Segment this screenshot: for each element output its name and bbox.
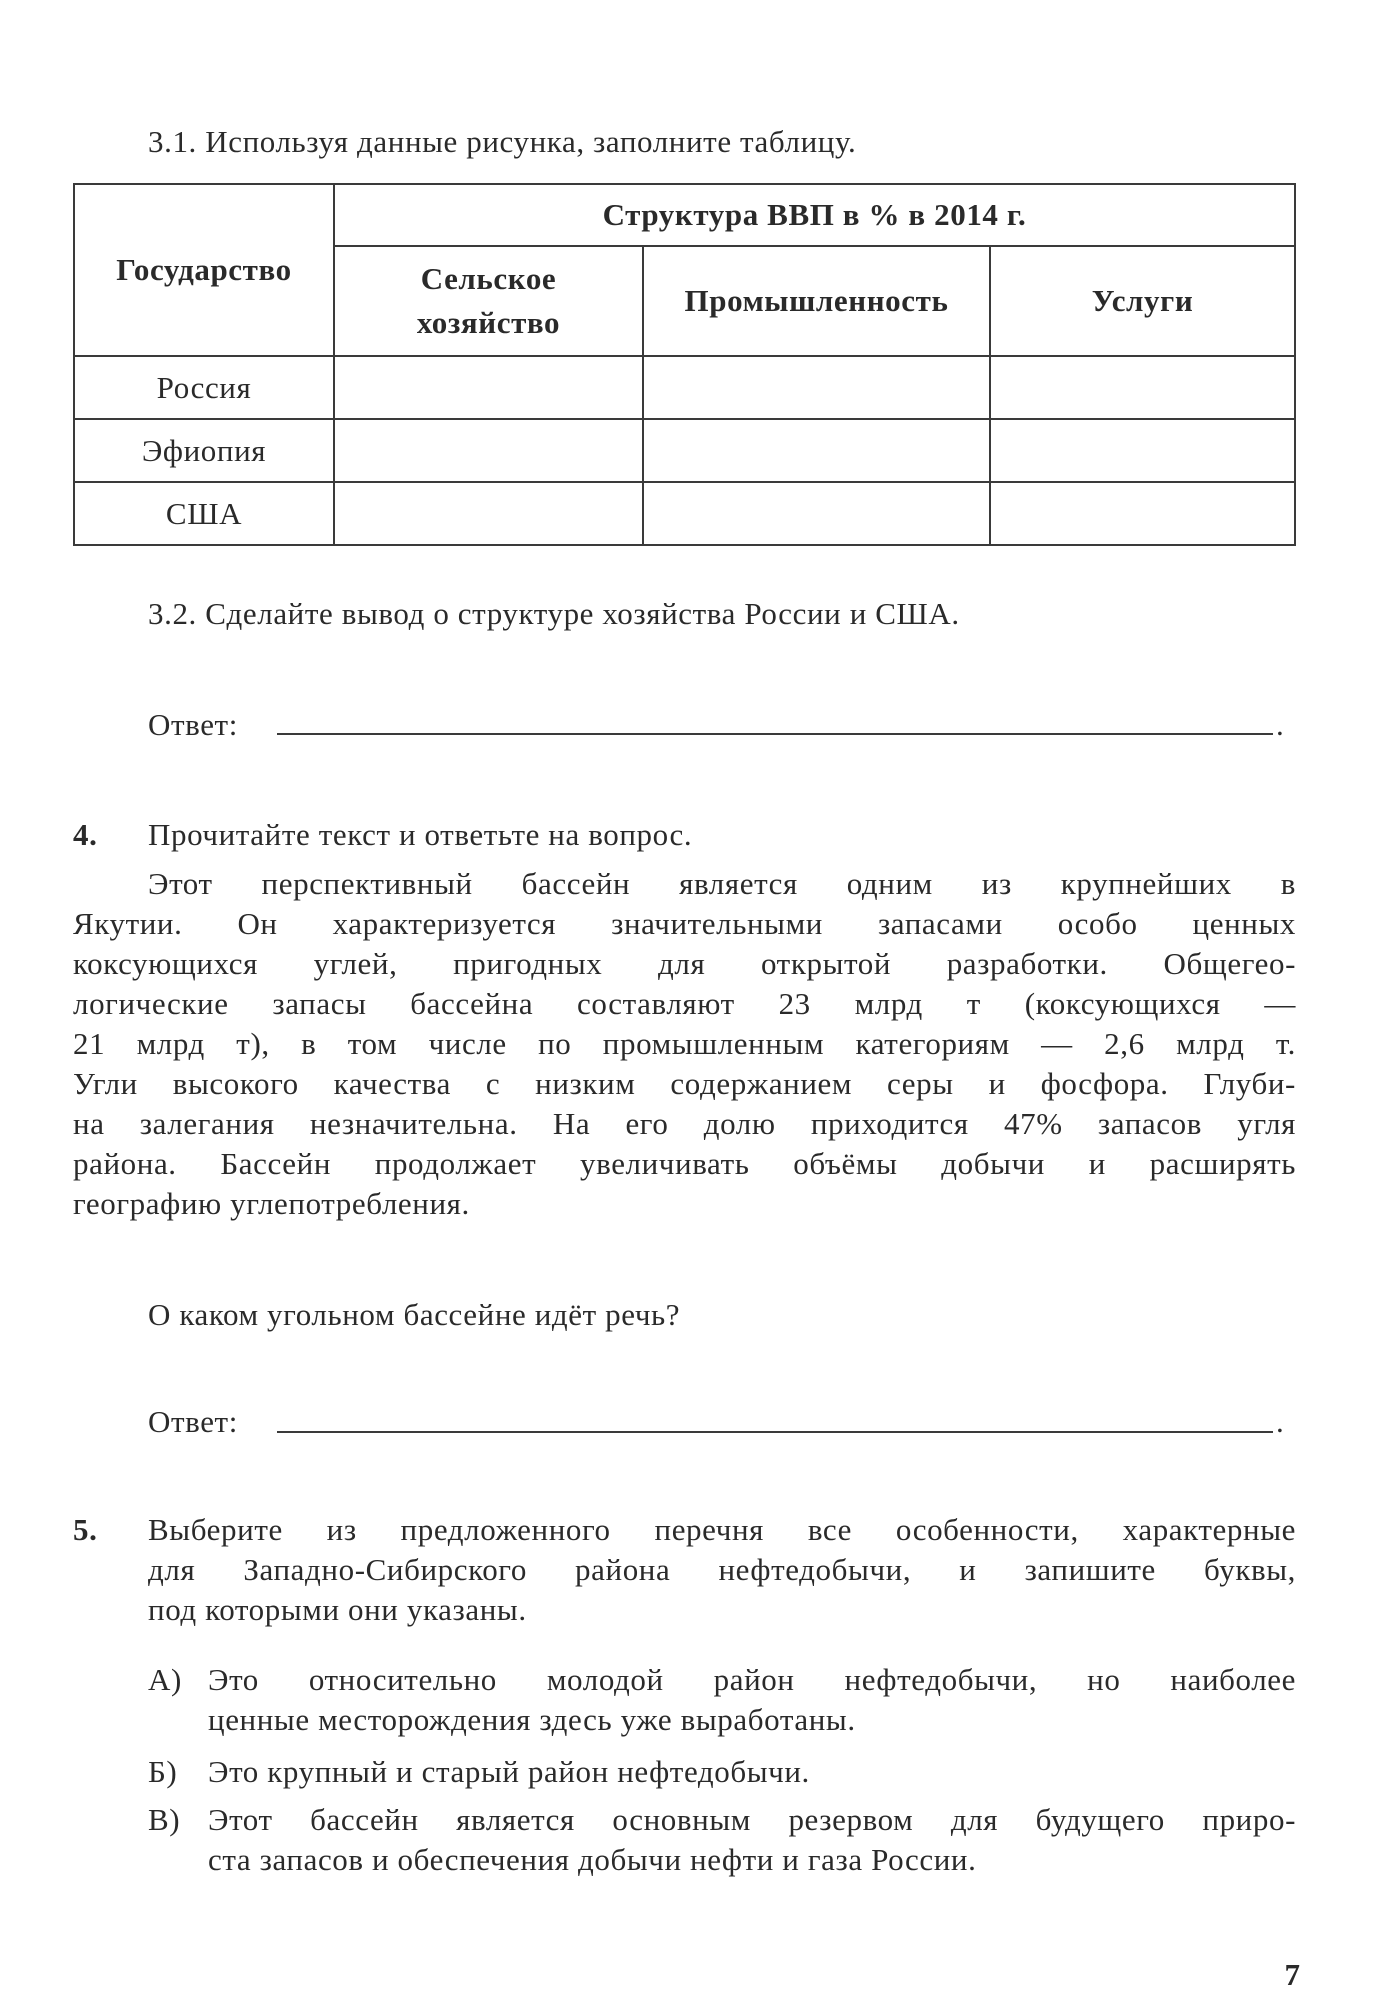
cell-industry[interactable]	[643, 482, 990, 545]
option-v-letter: В)	[148, 1802, 181, 1837]
cell-services[interactable]	[990, 482, 1295, 545]
gdp-structure-table	[73, 183, 1296, 546]
option-v-line: ста запасов и обеспечения добычи нефти и газа России.	[208, 1842, 977, 1877]
cell-agriculture[interactable]	[334, 356, 643, 419]
header-agriculture-line1: Сельское	[420, 261, 557, 296]
header-agriculture	[334, 246, 643, 356]
cell-agriculture[interactable]	[334, 482, 643, 545]
task-4-text-line: логические запасы бассейна составляют 23 млрд т (коксующихся —	[73, 986, 1296, 1021]
task-4-text-line: на залегания незначительна. На его долю приходится 47% запасов угля	[73, 1106, 1296, 1141]
task-4-answer-label: Ответ:	[148, 1404, 238, 1439]
task-5-instruction-line: Выберите из предложенного перечня все особенности, характерные	[148, 1512, 1296, 1547]
cell-industry[interactable]	[643, 419, 990, 482]
task-4-text-line: Этот перспективный бассейн является одним из крупнейших в	[148, 866, 1296, 901]
option-b-letter: Б)	[148, 1754, 178, 1789]
page-number: 7	[1284, 1957, 1300, 1992]
task-4-text-line: коксующихся углей, пригодных для открытой разработки. Общегео-	[73, 946, 1296, 981]
task-4-instruction: Прочитайте текст и ответьте на вопрос.	[148, 817, 693, 852]
header-gdp-structure: Структура ВВП в % в 2014 г.	[334, 184, 1295, 246]
table-row-russia	[74, 356, 1295, 419]
table-row-ethiopia	[74, 419, 1295, 482]
cell-country: Россия	[74, 356, 334, 419]
option-a-text	[208, 1660, 1296, 1740]
task-3-2-answer-label: Ответ:	[148, 707, 238, 742]
task-4-number: 4.	[73, 817, 98, 852]
task-4-text-line: Якутии. Он характеризуется значительными запасами особо ценных	[73, 906, 1296, 941]
task-4-text-line: Угли высокого качества с низким содержанием серы и фосфора. Глуби-	[73, 1066, 1296, 1101]
task-3-2-instruction: 3.2. Сделайте вывод о структуре хозяйства России и США.	[148, 596, 960, 631]
option-a-line: Это относительно молодой район нефтедобычи, но наиболее	[208, 1662, 1296, 1697]
option-a-line: ценные месторождения здесь уже выработаны.	[208, 1702, 856, 1737]
cell-services[interactable]	[990, 356, 1295, 419]
header-industry: Промышленность	[643, 246, 990, 356]
cell-agriculture[interactable]	[334, 419, 643, 482]
task-5-instruction	[148, 1510, 1296, 1630]
task-4-answer-end: .	[1276, 1404, 1285, 1439]
task-4-answer-line[interactable]	[277, 1431, 1273, 1433]
task-5-instruction-line: под которыми они указаны.	[148, 1592, 527, 1627]
task-3-2-answer-end: .	[1276, 707, 1285, 742]
task-4-text-line: географию углепотребления.	[73, 1186, 470, 1221]
task-4-text-line: района. Бассейн продолжает увеличивать объёмы добычи и расширять	[73, 1146, 1296, 1181]
task-3-2-answer-line[interactable]	[277, 733, 1273, 735]
cell-services[interactable]	[990, 419, 1295, 482]
table-row-usa	[74, 482, 1295, 545]
task-5-instruction-line: для Западно-Сибирского района нефтедобычи, и запишите буквы,	[148, 1552, 1296, 1587]
header-services: Услуги	[990, 246, 1295, 356]
option-a-letter: А)	[148, 1662, 182, 1697]
task-4-text	[73, 864, 1296, 1224]
task-4-text-line: 21 млрд т), в том числе по промышленным категориям — 2,6 млрд т.	[73, 1026, 1296, 1061]
header-agriculture-line2: хозяйство	[416, 305, 561, 340]
header-country: Государство	[74, 184, 334, 356]
cell-country: Эфиопия	[74, 419, 334, 482]
task-3-1-instruction: 3.1. Используя данные рисунка, заполните таблицу.	[148, 124, 857, 159]
option-b-text: Это крупный и старый район нефтедобычи.	[208, 1754, 810, 1789]
cell-country: США	[74, 482, 334, 545]
cell-industry[interactable]	[643, 356, 990, 419]
task-5-number: 5.	[73, 1512, 98, 1547]
option-v-text	[208, 1800, 1296, 1880]
option-v-line: Этот бассейн является основным резервом для будущего приро-	[208, 1802, 1296, 1837]
task-4-question: О каком угольном бассейне идёт речь?	[148, 1297, 681, 1332]
